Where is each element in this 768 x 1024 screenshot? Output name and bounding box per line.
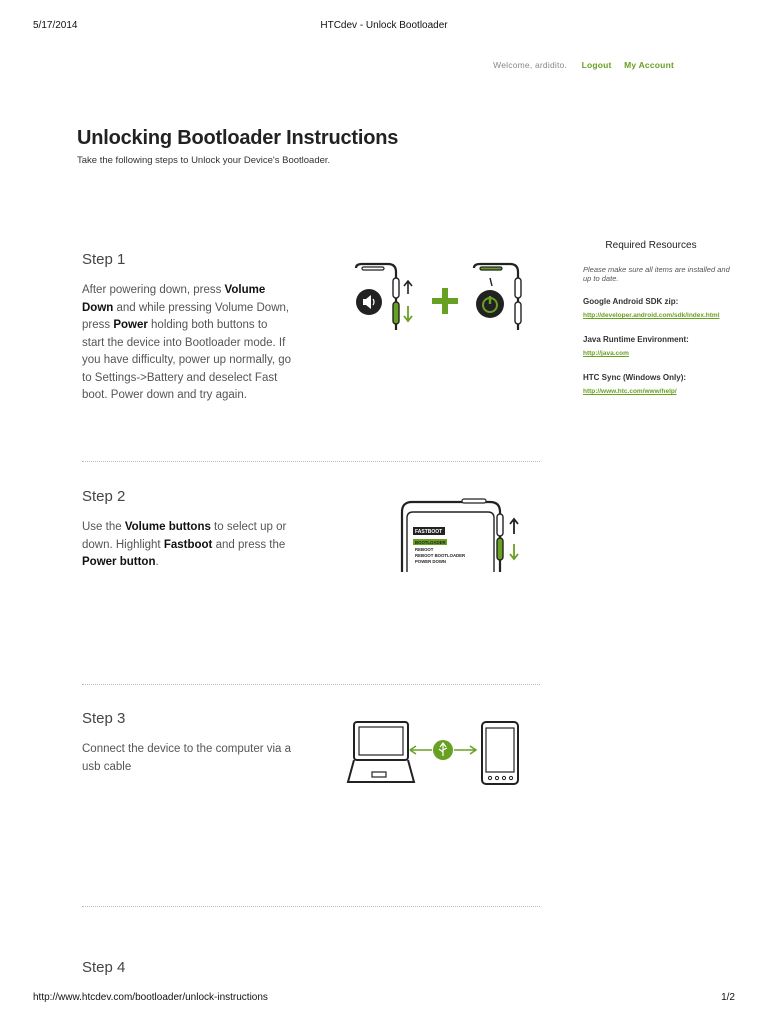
- menu-item-power-down: POWER DOWN: [415, 559, 447, 564]
- step-text-segment: and press the: [212, 538, 286, 551]
- print-date: 5/17/2014: [33, 20, 78, 31]
- required-resources-panel: [583, 240, 733, 411]
- step-heading: Step 1: [82, 251, 126, 268]
- arrow-right-icon: [454, 746, 476, 754]
- print-page-number: 1/2: [721, 992, 735, 1003]
- power-button-outline: [362, 267, 384, 270]
- volume-up-key: [393, 278, 399, 298]
- step-heading: Step 2: [82, 488, 126, 505]
- step-heading: Step 3: [82, 710, 126, 727]
- menu-item-reboot: REBOOT: [415, 547, 434, 552]
- usb-connection-illustration: [346, 718, 522, 788]
- logout-link[interactable]: Logout: [581, 60, 612, 70]
- power-button-outline: [462, 499, 486, 503]
- plus-icon: [432, 288, 458, 314]
- resource-label-sdk: Google Android SDK zip:: [583, 297, 679, 306]
- resource-link-java[interactable]: http://java.com: [583, 350, 629, 357]
- laptop-icon: [354, 722, 408, 760]
- step-divider: [82, 906, 540, 907]
- resource-label-htc-sync: HTC Sync (Windows Only):: [583, 373, 687, 382]
- step-text-segment: to select up or down. Highlight: [82, 521, 287, 551]
- step-text-emphasis: Power: [113, 319, 148, 331]
- arrow-down-icon: [404, 306, 412, 321]
- volume-power-illustration: [352, 262, 524, 332]
- step-text-emphasis: Volume Down: [82, 284, 266, 314]
- step-text-emphasis: Volume buttons: [124, 521, 211, 533]
- step-description: [82, 519, 292, 572]
- step-text-segment: After powering down, press: [82, 284, 225, 296]
- step-description: [82, 741, 292, 776]
- step-divider: [82, 461, 540, 462]
- volume-down-key: [393, 302, 399, 324]
- welcome-text: Welcome, ardidito.: [493, 60, 568, 70]
- step-text-emphasis: Fastboot: [163, 538, 213, 551]
- step-text-emphasis: Power button: [82, 556, 156, 568]
- step-text-segment: Connect the device to the computer via a usb cable: [82, 743, 292, 773]
- step-divider: [82, 684, 540, 685]
- sidebar-note: Please make sure all items are installed and up to date.: [583, 265, 730, 283]
- my-account-link[interactable]: My Account: [624, 60, 674, 70]
- step-heading: Step 4: [82, 959, 126, 976]
- fastboot-menu-illustration: [400, 498, 524, 574]
- resource-label-java: Java Runtime Environment:: [583, 335, 689, 344]
- fastboot-title: FASTBOOT: [415, 529, 443, 535]
- step-4: [82, 959, 542, 976]
- step-text-segment: holding both buttons to start the device into Bootloader mode. If you have difficulty, power up normally, go to Settings->Battery and deselect Fast boot. Power down and try again.: [82, 319, 292, 401]
- power-key-highlighted: [480, 267, 502, 270]
- arrow-up-icon: [404, 281, 412, 294]
- step-text-segment: and while pressing Volume Down, press: [82, 301, 290, 331]
- step-text-segment: .: [155, 556, 159, 568]
- sidebar-title: Required Resources: [605, 240, 697, 251]
- phone-icon: [482, 722, 518, 784]
- resource-link-sdk[interactable]: http://developer.android.com/sdk/index.html: [583, 312, 720, 319]
- resource-link-htc-sync[interactable]: http://www.htc.com/www/help/: [583, 388, 677, 395]
- arrow-up-icon: [510, 519, 518, 534]
- step-description: [82, 282, 292, 405]
- page-title: Unlocking Bootloader Instructions: [77, 127, 399, 149]
- step-text-segment: Use the: [82, 521, 125, 533]
- print-title: HTCdev - Unlock Bootloader: [320, 20, 448, 31]
- arrow-down-icon: [510, 544, 518, 559]
- print-url: http://www.htcdev.com/bootloader/unlock-instructions: [33, 992, 268, 1003]
- page-subtitle: Take the following steps to Unlock your Device's Bootloader.: [77, 155, 331, 166]
- menu-item-bootloader: BOOTLOADER: [415, 540, 446, 545]
- menu-item-reboot-bootloader: REBOOT BOOTLOADER: [415, 553, 466, 558]
- account-bar: [493, 60, 674, 70]
